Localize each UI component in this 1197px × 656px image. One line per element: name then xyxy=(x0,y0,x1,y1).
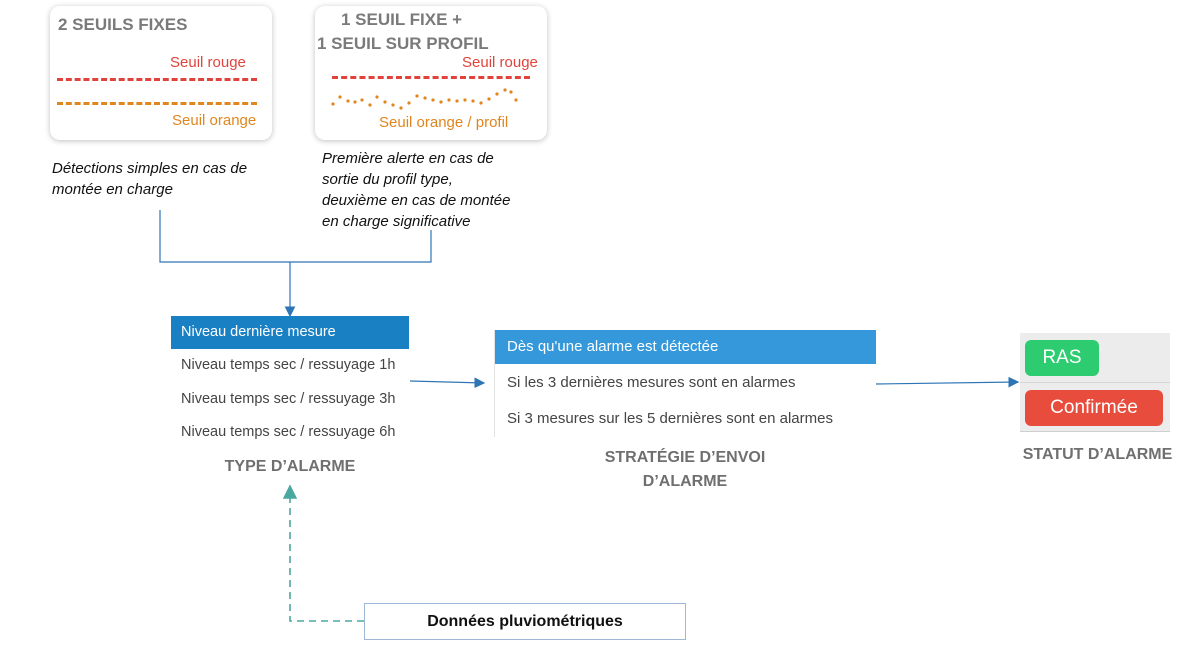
red-threshold-label: Seuil rouge xyxy=(462,54,538,71)
rain-data-label: Données pluviométriques xyxy=(427,613,623,630)
strategy-list xyxy=(494,330,876,437)
alarm-type-label: TYPE D’ALARME xyxy=(224,458,356,475)
status-ras-button[interactable]: RAS xyxy=(1025,340,1099,376)
card-title-line2: 1 SEUIL SUR PROFIL xyxy=(317,34,489,53)
orange-profile-threshold-label: Seuil orange / profil xyxy=(379,114,509,131)
note-profile-threshold: Première alerte en cas de sortie du profil type, deuxième en cas de montée en charge significative xyxy=(322,150,511,230)
alarm-type-item-6h[interactable]: Niveau temps sec / ressuyage 6h xyxy=(181,424,396,440)
status-divider xyxy=(1020,382,1170,383)
note-fixed-thresholds: Détections simples en cas de montée en charge xyxy=(52,160,248,198)
alarm-type-item-3h[interactable]: Niveau temps sec / ressuyage 3h xyxy=(181,391,396,407)
strategy-item-3-of-5[interactable]: Si 3 mesures sur les 5 dernières sont en alarmes xyxy=(507,410,833,427)
alarm-type-item-last-measure[interactable]: Niveau dernière mesure xyxy=(171,316,409,349)
alarm-status-label: STATUT D’ALARME xyxy=(1022,446,1173,463)
strategy-item-immediate[interactable]: Dès qu'une alarme est détectée xyxy=(495,330,876,364)
rain-data-box xyxy=(364,603,686,640)
orange-threshold-label: Seuil orange xyxy=(172,112,257,129)
strategy-item-3-last[interactable]: Si les 3 dernières mesures sont en alarmes xyxy=(507,374,796,391)
alarm-type-item-1h[interactable]: Niveau temps sec / ressuyage 1h xyxy=(181,357,396,373)
card-title: 2 SEUILS FIXES xyxy=(58,15,188,34)
status-confirmed-button[interactable]: Confirmée xyxy=(1025,390,1163,426)
red-threshold-label: Seuil rouge xyxy=(170,54,246,71)
strategy-label: STRATÉGIE D’ENVOI D’ALARME xyxy=(604,449,766,490)
card-title-line1: 1 SEUIL FIXE + xyxy=(341,10,463,29)
alarm-type-list xyxy=(171,316,409,449)
alarm-status-panel xyxy=(1020,333,1170,432)
